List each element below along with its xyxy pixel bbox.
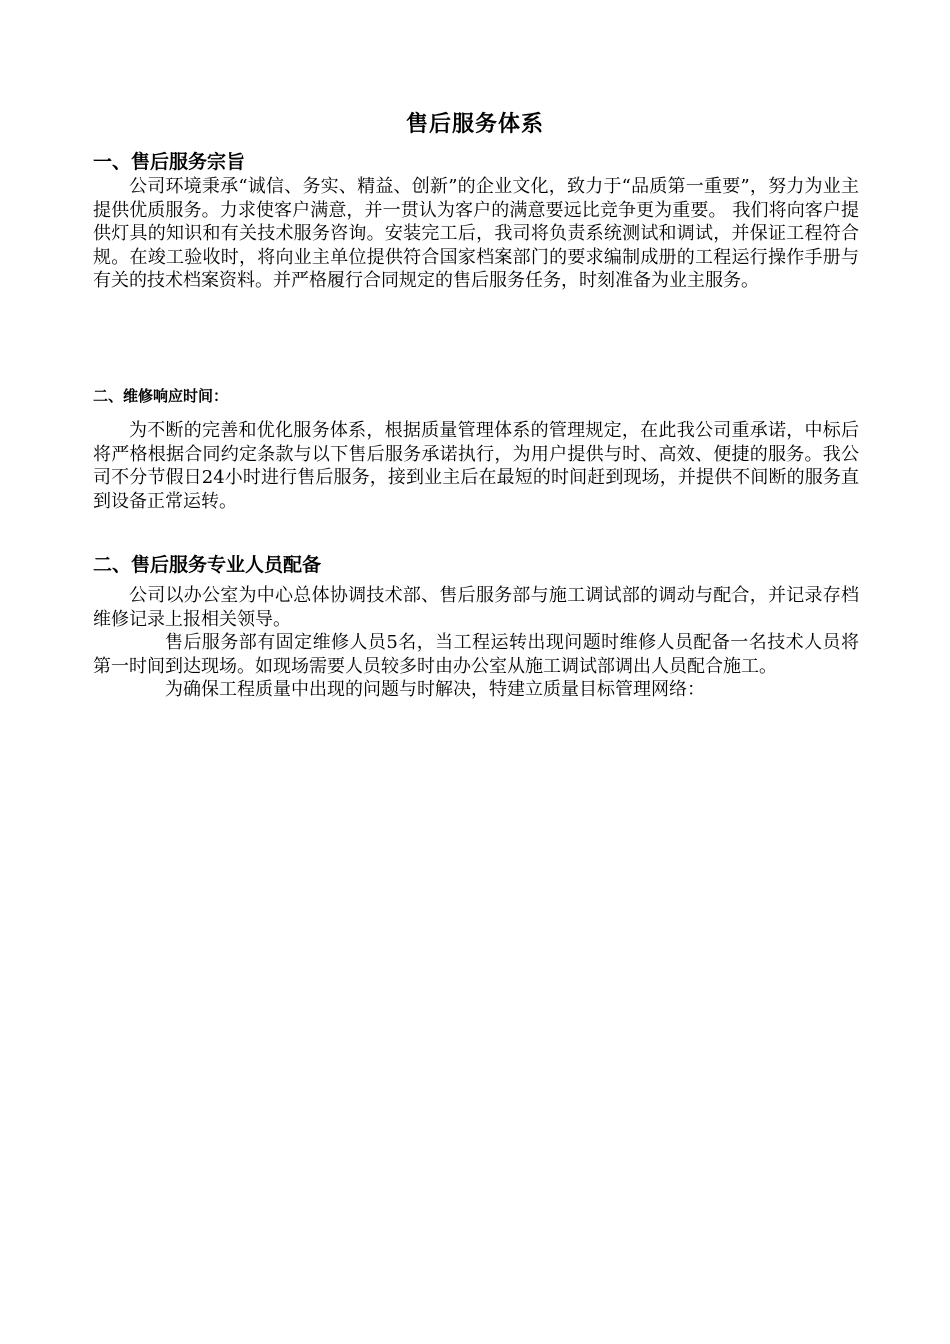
paragraph: 公司以办公室为中心总体协调技术部、售后服务部与施工调试部的调动与配合，并记录存档维修记录上报相关领导。 <box>93 585 859 630</box>
paragraph: 售后服务部有固定维修人员5名，当工程运转出现问题时维修人员配备一名技术人员将第一时间到达现场。如现场需要人员较多时由办公室从施工调试部调出人员配合施工。 <box>93 632 859 677</box>
paragraph: 为不断的完善和优化服务体系，根据质量管理体系的管理规定，在此我公司重承诺，中标后将严格根据合同约定条款与以下售后服务承诺执行，为用户提供与时、高效、便捷的服务。我公司不分节假日24小时进行售后服务，接到业主后在最短的时间赶到现场，并提供不间断的服务直到设备正常运转。 <box>93 420 859 512</box>
section-heading-service-purpose: 一、售后服务宗旨 <box>93 151 246 173</box>
section-body-service-purpose <box>93 175 859 293</box>
paragraph: 公司环境秉承“诚信、务实、精益、创新”的企业文化，致力于“品质第一重要”，努力为业主提供优质服务。力求使客户满意，并一贯认为客户的满意要远比竞争更为重要。 我们将向客户提供灯具的知识和有关技术服务咨询。安装完工后，我司将负责系统测试和调试，并保证工程符合规。在竣工验收时，将向业主单位提供符合国家档案部门的要求编制成册的工程运行操作手册与有关的技术档案资料。并严格履行合同规定的售后服务任务，时刻准备为业主服务。 <box>93 176 859 291</box>
section-heading-staffing: 二、售后服务专业人员配备 <box>93 554 322 576</box>
section-heading-response-time: 二、维修响应时间： <box>93 387 229 405</box>
paragraph: 为确保工程质量中出现的问题与时解决，特建立质量目标管理网络： <box>165 679 705 700</box>
document-title: 售后服务体系 <box>405 111 544 137</box>
section-body-response-time <box>93 419 859 513</box>
section-body-staffing <box>93 584 859 702</box>
